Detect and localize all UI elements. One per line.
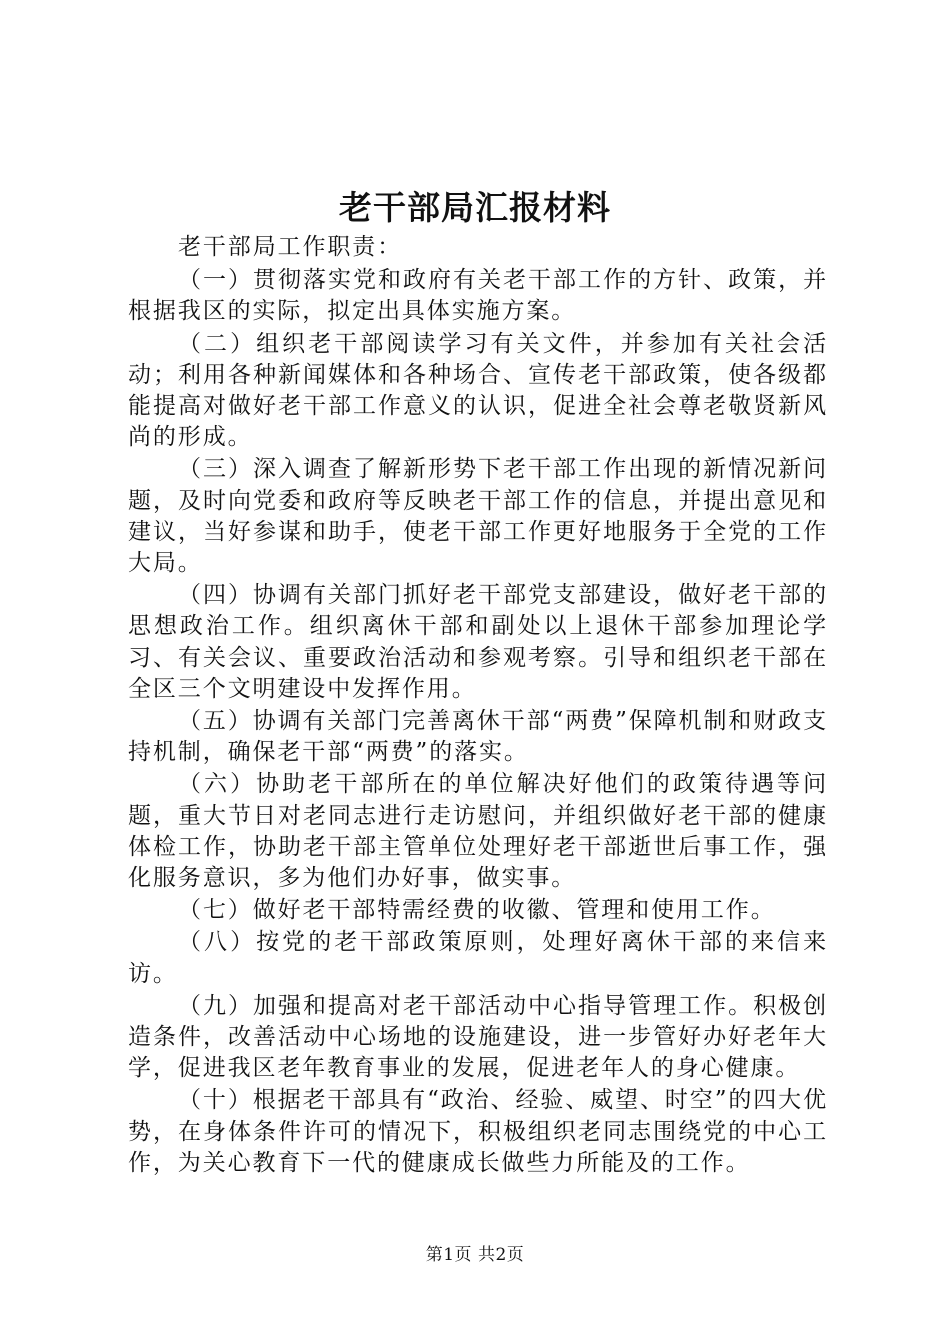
duty-paragraph-1: （一）贯彻落实党和政府有关老干部工作的方针、政策，并根据我区的实际，拟定出具体实施方案。 <box>128 267 828 325</box>
duty-paragraph-7: （七）做好老干部特需经费的收徽、管理和使用工作。 <box>178 897 776 924</box>
document-title: 老干部局汇报材料 <box>339 188 611 227</box>
duty-paragraph-2: （二）组织老干部阅读学习有关文件，并参加有关社会活动；利用各种新闻媒体和各种场合、宣传老干部政策，使各级都能提高对做好老干部工作意义的认识，促进全社会尊老敬贤新风尚的形成。 <box>128 330 828 451</box>
duty-paragraph-5: （五）协调有关部门完善离休干部“两费”保障机制和财政支持机制，确保老干部“两费”的落实。 <box>128 708 828 766</box>
duty-paragraph-9: （九）加强和提高对老干部活动中心指导管理工作。积极创造条件，改善活动中心场地的设施建设，进一步管好办好老年大学，促进我区老年教育事业的发展，促进老年人的身心健康。 <box>128 992 828 1082</box>
page-number-footer: 第1页 共2页 <box>425 1245 525 1265</box>
duty-paragraph-6: （六）协助老干部所在的单位解决好他们的政策待遇等问题，重大节日对老同志进行走访慰问，并组织做好老干部的健康体检工作，协助老干部主管单位处理好老干部逝世后事工作，强化服务意识，多为他们办好事，做实事。 <box>128 771 828 892</box>
duty-paragraph-10: （十）根据老干部具有“政治、经验、威望、时空”的四大优势，在身体条件许可的情况下，积极组织老同志围绕党的中心工作，为关心教育下一代的健康成长做些力所能及的工作。 <box>128 1087 828 1176</box>
intro-heading: 老干部局工作职责： <box>178 234 403 260</box>
duty-paragraph-8: （八）按党的老干部政策原则，处理好离休干部的来信来访。 <box>128 929 828 987</box>
document-body <box>128 232 828 1179</box>
duty-paragraph-3: （三）深入调查了解新形势下老干部工作出现的新情况新问题，及时向党委和政府等反映老干部工作的信息，并提出意见和建议，当好参谋和助手，使老干部工作更好地服务于全党的工作大局。 <box>128 456 828 577</box>
duty-paragraph-4: （四）协调有关部门抓好老干部党支部建设，做好老干部的思想政治工作。组织离休干部和副处以上退休干部参加理论学习、有关会议、重要政治活动和参观考察。引导和组织老干部在全区三个文明建设中发挥作用。 <box>128 582 828 702</box>
